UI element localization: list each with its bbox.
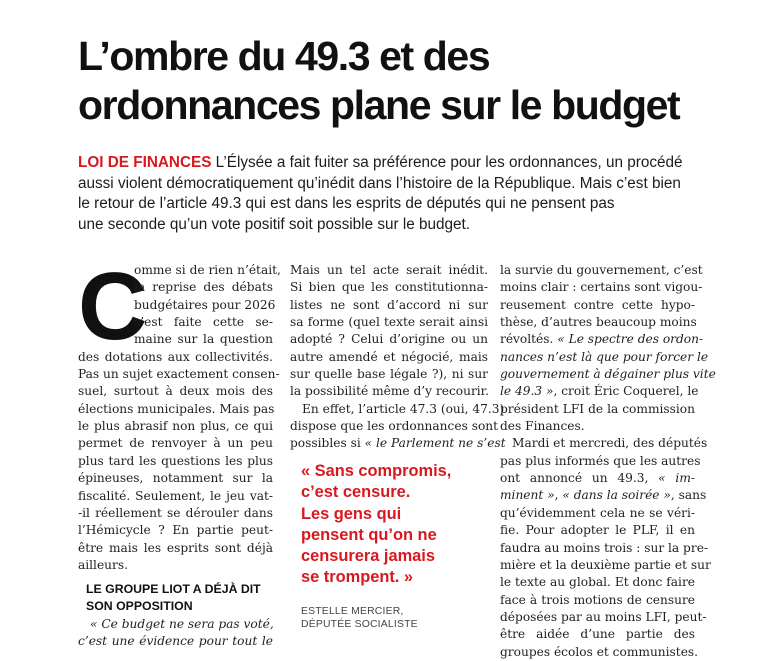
body-line: faudra au moins trois : sur la pre- — [500, 540, 709, 555]
body-line: Si bien que les constitutionna- — [290, 280, 488, 295]
body-line: listes ne sont d’accord ni sur — [290, 297, 488, 312]
attribution-line: ESTELLE MERCIER, — [301, 606, 404, 617]
body-line: fie. Pour adopter le PLF, il en — [500, 523, 695, 538]
body-line: élections municipales. Mais pas — [78, 401, 275, 416]
column-1-body — [78, 349, 280, 574]
body-line: la possibilité même d’y recourir. — [290, 384, 490, 399]
subhead-line: SON OPPOSITION — [86, 599, 193, 613]
body-line: pas plus informés que les autres — [500, 453, 701, 468]
headline — [78, 32, 738, 130]
body-line: fiscalité. Seulement, le jeu vat- — [78, 488, 273, 503]
body-line: épineuses, notamment sur la — [78, 471, 273, 486]
column-3 — [500, 262, 716, 661]
pull-quote-line: censurera jamais — [301, 547, 435, 566]
standfirst — [78, 153, 718, 236]
text-run: minent » — [500, 488, 555, 503]
column-1-capped — [134, 262, 281, 349]
text-run: , croit Éric Coquerel, le — [553, 384, 699, 399]
headline-line-2: ordonnances plane sur le budget — [78, 82, 680, 128]
text-run: « dans la soirée » — [562, 488, 671, 503]
pull-quote-line: pensent qu’on ne — [301, 525, 437, 544]
body-line: c’est une évidence pour tout le — [78, 634, 273, 649]
body-line: mière et la deuxième partie et sur — [500, 557, 711, 572]
headline-line-1: L’ombre du 49.3 et des — [78, 33, 490, 79]
body-line: des dotations aux collectivités. — [78, 349, 273, 364]
text-run: , — [554, 488, 563, 503]
body-line: Mais un tel acte serait inédit. — [290, 263, 488, 277]
body-line: sur quelle base légale ?), ni sur — [290, 367, 488, 382]
text-run: révoltés. — [500, 332, 558, 347]
body-line: sa forme (quel texte serait ainsi — [290, 315, 488, 330]
pull-quote-line: se trompent. » — [301, 568, 414, 587]
body-line: maine sur la question — [134, 332, 273, 347]
body-line: des Finances. — [500, 419, 585, 434]
text-run: , sans — [670, 488, 707, 503]
body-line: gouvernement à dégainer plus vite — [500, 367, 716, 382]
standfirst-line: aussi violent démocratiquement qu’inédit dans l’histoire de la République. Mais c’est bien — [78, 174, 681, 192]
pull-quote-line: Les gens qui — [301, 504, 402, 523]
body-line: permet de renvoyer à un peu — [78, 436, 273, 451]
body-line: ailleurs. — [78, 557, 128, 572]
body-line: déposées par au moins LFI, peut- — [500, 609, 707, 624]
pull-quote — [301, 461, 496, 589]
pull-quote-line: « Sans compromis, — [301, 462, 452, 480]
body-line: -il réellement se dérouler dans — [78, 505, 273, 520]
standfirst-line: une seconde qu’un vote positif soit possible sur le budget. — [78, 216, 471, 234]
body-line: être mais les esprits sont déjà — [78, 540, 273, 555]
body-line: s’est faite cette se- — [134, 315, 273, 330]
section-subhead — [86, 581, 273, 615]
column-2 — [290, 262, 506, 453]
body-line: moins clair : certains sont vigou- — [500, 280, 703, 295]
body-line: la survie du gouvernement, c’est — [500, 263, 703, 277]
body-line: l’Hémicycle ? En partie peut- — [78, 523, 273, 538]
column-1-after — [78, 616, 273, 651]
pull-quote-line: c’est censure. — [301, 483, 411, 502]
body-line: président LFI de la commission — [500, 401, 695, 416]
body-line: Mardi et mercredi, des députés — [512, 436, 708, 451]
body-line: omme si de rien n’était, — [134, 263, 281, 277]
body-line: autre amendé et négocié, mais — [290, 349, 488, 364]
body-line: nances n’est là que pour forcer le — [500, 349, 709, 364]
pull-quote-attribution — [301, 605, 418, 631]
body-line: dispose que les ordonnances sont — [290, 419, 499, 434]
body-line: la reprise des débats — [134, 280, 273, 295]
body-line: plus tard les questions les plus — [78, 453, 273, 468]
body-line: qu’évidemment cela ne se véri- — [500, 505, 695, 520]
drop-cap: C — [78, 253, 148, 360]
body-line: groupes écolos et communistes. — [500, 644, 699, 659]
text-run: possibles si — [290, 436, 365, 451]
standfirst-line — [78, 153, 718, 174]
body-line — [500, 470, 695, 487]
body-line — [500, 487, 707, 504]
body-line: suel, surtout à deux mois des — [78, 384, 273, 399]
body-line: le texte au global. Et donc faire — [500, 575, 695, 590]
body-line: Pas un sujet exactement consen- — [78, 367, 280, 382]
body-line — [290, 435, 506, 452]
subhead-line: LE GROUPE LIOT A DÉJÀ DIT — [86, 582, 261, 596]
body-line: En effet, l’article 47.3 (oui, 47.3) — [302, 401, 505, 416]
text-run: le 49.3 » — [500, 384, 554, 399]
attribution-line: DÉPUTÉE SOCIALISTE — [301, 619, 418, 630]
body-line — [500, 383, 699, 400]
standfirst-text: L’Élysée a fait fuiter sa préférence pour les ordonnances, un procédé — [211, 154, 683, 171]
text-run: ont annoncé un 49.3, — [500, 471, 659, 486]
body-line: budgétaires pour 2026 — [134, 297, 276, 312]
standfirst-line: le retour de l’article 49.3 qui est dans les esprits de députés qui ne pensent pas — [78, 195, 615, 213]
text-run: « im- — [658, 471, 695, 486]
body-line: être aidée d’une partie des — [500, 627, 695, 642]
body-line: « Ce budget ne sera pas voté, — [90, 617, 274, 631]
body-line: adopté ? Celui d’origine ou un — [290, 332, 488, 347]
body-line: face à trois motions de censure — [500, 592, 695, 607]
text-run: « le Parlement ne s’est — [364, 436, 506, 451]
text-run: « Le spectre des ordon- — [557, 332, 704, 347]
body-line — [500, 331, 704, 348]
body-line: le plus abrasif non plus, ce qui — [78, 419, 273, 434]
body-line: thèse, d’autres beaucoup moins — [500, 315, 697, 330]
kicker: LOI DE FINANCES — [78, 154, 212, 171]
body-line: reusement contre cette hypo- — [500, 297, 695, 312]
